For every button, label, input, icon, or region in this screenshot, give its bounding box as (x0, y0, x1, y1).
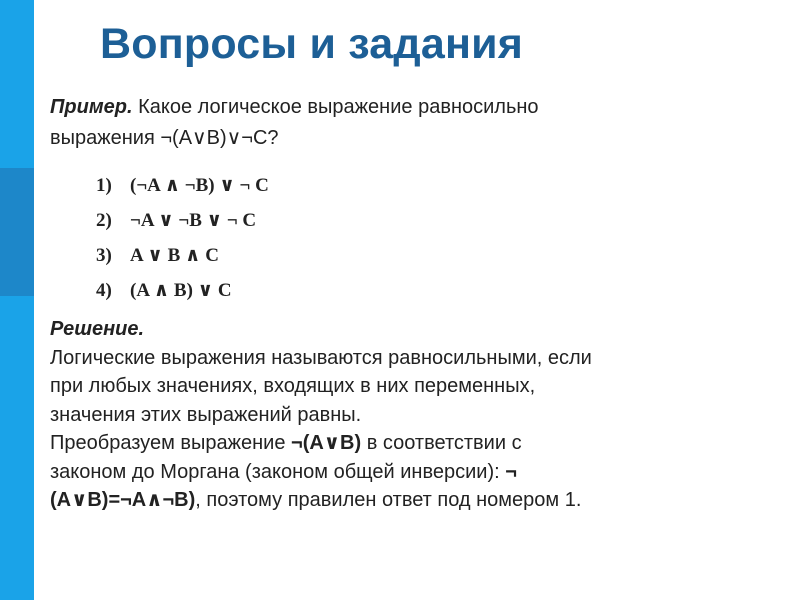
solution-formula: ¬(A∨B) (291, 432, 362, 454)
option-expression: (¬A ∧ ¬B) ∨ ¬ C (130, 175, 269, 196)
solution-text: законом до Моргана (законом общей инверсии): (50, 460, 506, 483)
solution-label: Решение. (50, 318, 145, 340)
solution-formula: ¬ (505, 460, 517, 483)
solution-line-6 (50, 486, 790, 515)
solution-line-1: Логические выражения называются равносильными, если (50, 346, 592, 369)
answer-option (96, 168, 269, 203)
option-expression: ¬A ∨ ¬B ∨ ¬ C (130, 210, 257, 231)
solution-line-2: при любых значениях, входящих в них переменных, (50, 375, 536, 397)
solution-text: в соответствии с (361, 432, 522, 454)
example-label: Пример. (50, 96, 133, 118)
solution-formula: (A∨B)=¬A∧¬B) (50, 489, 196, 511)
solution-line-4 (50, 429, 790, 458)
sidebar-accent-bar (0, 0, 34, 600)
solution-block (50, 315, 790, 515)
solution-line-5 (50, 458, 790, 487)
example-question-line-2: выражения ¬(A∨B)∨¬C? (50, 127, 279, 149)
option-number: 2) (96, 210, 112, 231)
answer-option (96, 238, 269, 273)
example-block (50, 92, 770, 154)
answer-options-list (96, 168, 269, 308)
answer-option (96, 273, 269, 308)
solution-line-3: значения этих выражений равны. (50, 403, 362, 426)
solution-text: , поэтому правилен ответ под номером 1. (195, 489, 582, 511)
option-number: 3) (96, 245, 112, 266)
example-question-text: Какое логическое выражение равносильно (138, 96, 539, 118)
option-number: 4) (96, 280, 112, 301)
option-number: 1) (96, 175, 112, 196)
solution-text: Преобразуем выражение (50, 432, 292, 454)
answer-option (96, 203, 269, 238)
sidebar-accent-block (0, 168, 34, 296)
option-expression: A ∨ B ∧ C (130, 245, 219, 266)
option-expression: (A ∧ B) ∨ C (130, 280, 232, 301)
example-question-line-1 (50, 92, 770, 123)
slide-title: Вопросы и задания (100, 20, 524, 68)
